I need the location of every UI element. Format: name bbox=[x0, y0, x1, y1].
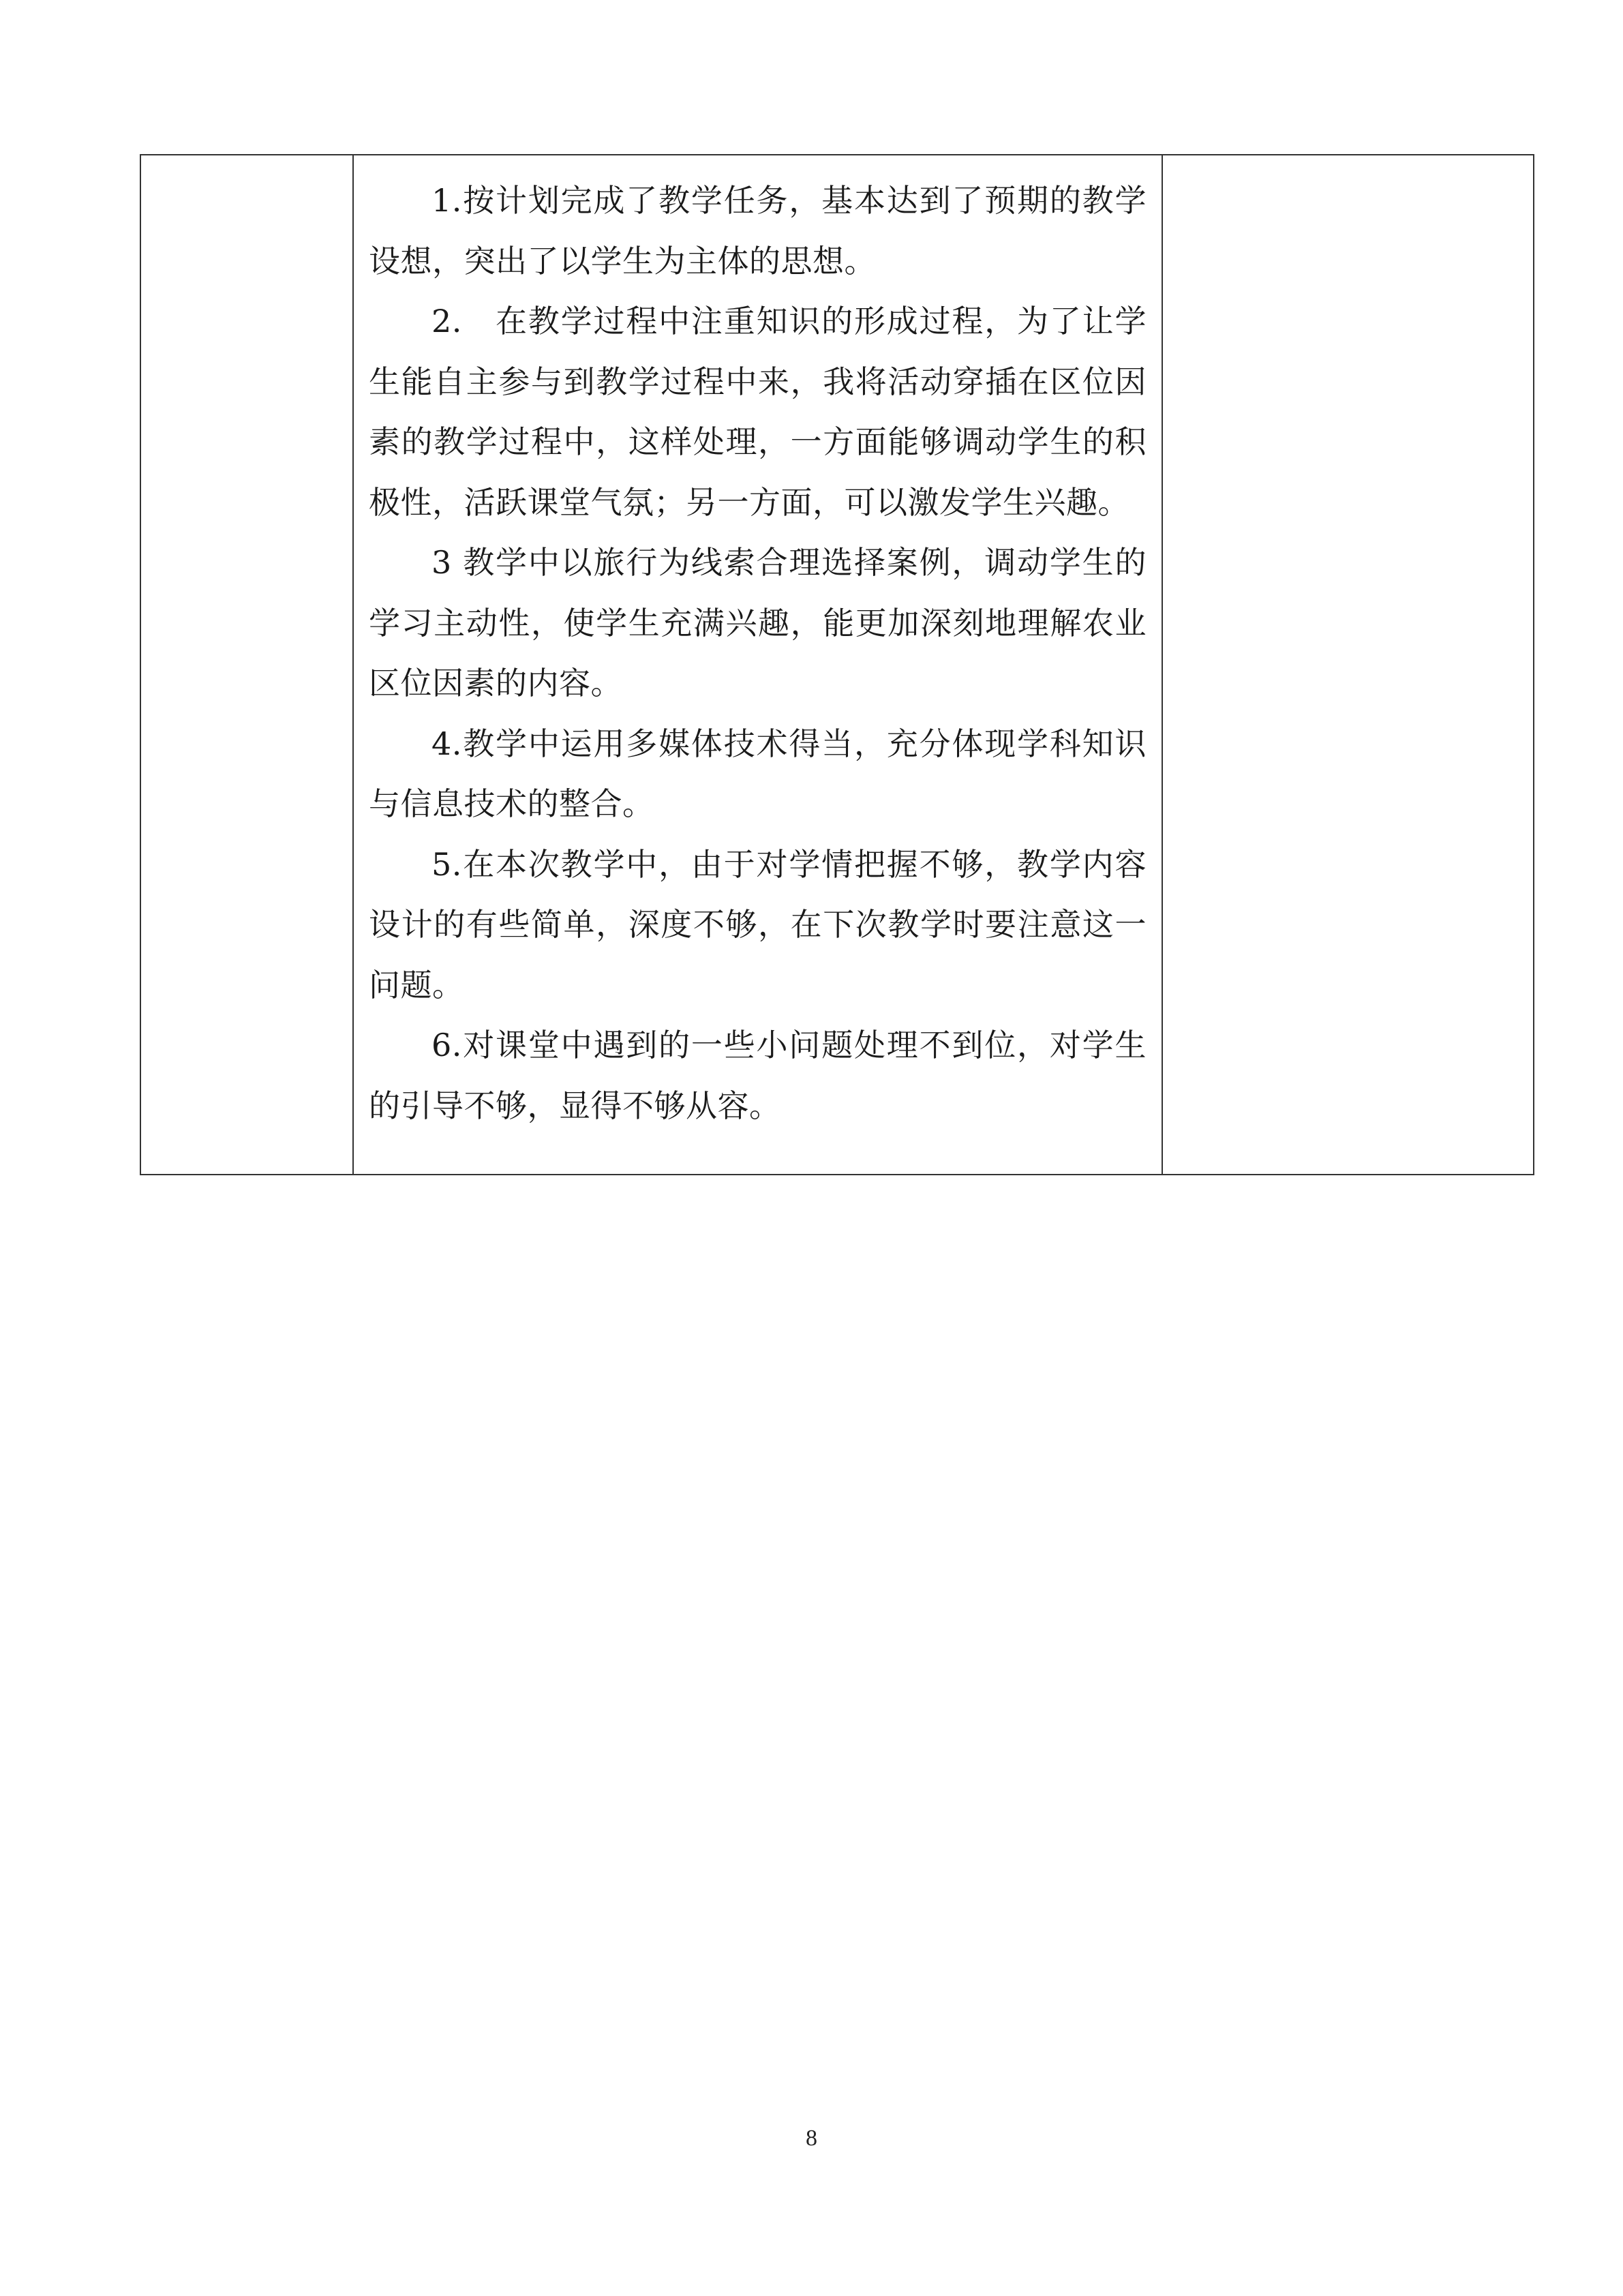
table-row bbox=[140, 155, 1534, 1175]
reflection-paragraph-2: 2. 在教学过程中注重知识的形成过程，为了让学生能自主参与到教学过程中来，我将活动穿插在区位因素的教学过程中，这样处理，一方面能够调动学生的积极性，活跃课堂气氛；另一方面，可以激发学生兴趣。 bbox=[369, 303, 1147, 521]
left-cell bbox=[140, 155, 353, 1175]
right-cell bbox=[1162, 155, 1534, 1175]
page-number: 8 bbox=[806, 2126, 817, 2151]
reflection-paragraph-1: 1.按计划完成了教学任务，基本达到了预期的教学设想，突出了以学生为主体的思想。 bbox=[369, 182, 1147, 280]
reflection-paragraph-6: 6.对课堂中遇到的一些小问题处理不到位，对学生的引导不够，显得不够从容。 bbox=[369, 1027, 1147, 1124]
reflection-content-cell bbox=[353, 155, 1162, 1175]
reflection-table bbox=[140, 154, 1534, 1175]
reflection-paragraph-3: 3 教学中以旅行为线索合理选择案例，调动学生的学习主动性，使学生充满兴趣，能更加深刻地理解农业区位因素的内容。 bbox=[369, 544, 1147, 701]
reflection-paragraph-4: 4.教学中运用多媒体技术得当，充分体现学科知识与信息技术的整合。 bbox=[369, 725, 1147, 822]
reflection-paragraph-5: 5.在本次教学中，由于对学情把握不够，教学内容设计的有些简单，深度不够，在下次教学时要注意这一问题。 bbox=[369, 845, 1147, 1003]
